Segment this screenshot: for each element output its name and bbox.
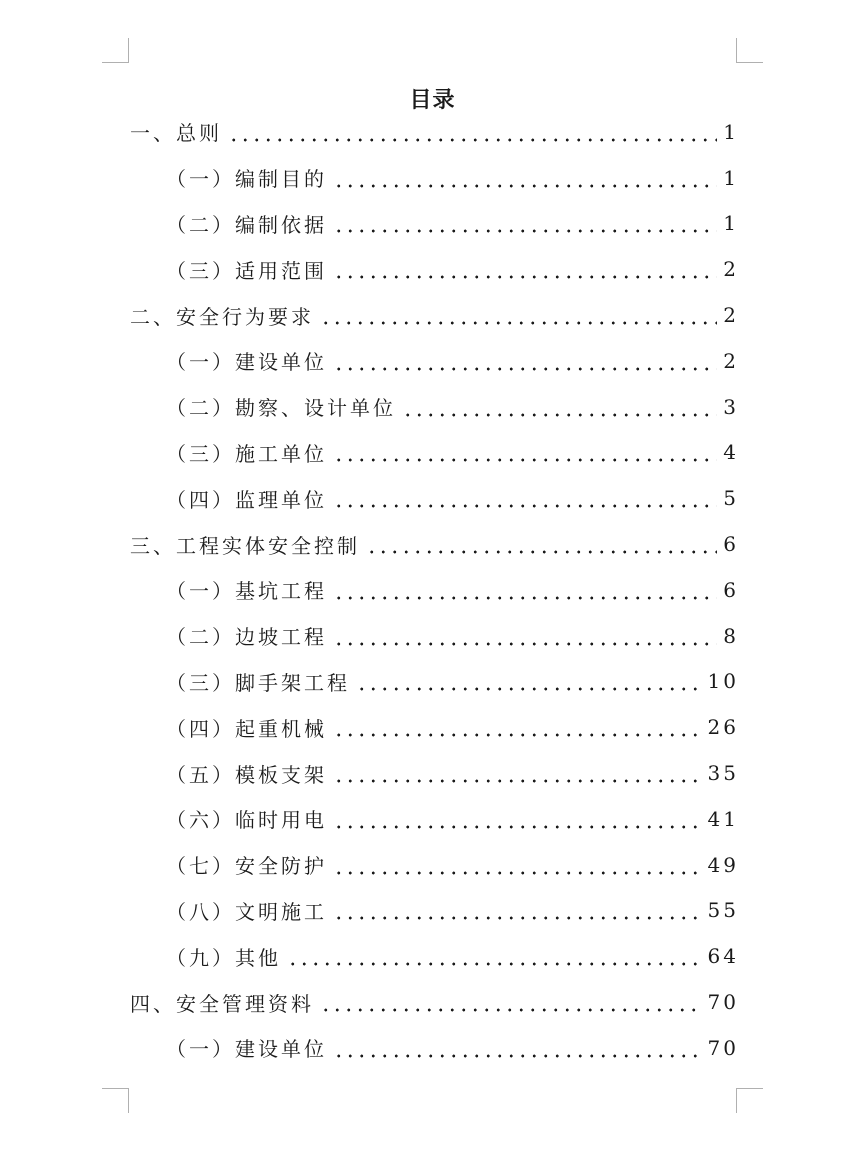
toc-entry-text: （四）起重机械 — [166, 716, 327, 741]
toc-dot-leader — [333, 899, 702, 921]
toc-page-number: 2 — [723, 348, 739, 373]
toc-entry[interactable] — [0, 750, 739, 796]
toc-page-number: 35 — [707, 761, 739, 786]
toc-entry-text: （二）编制依据 — [166, 212, 327, 237]
toc-page-number: 1 — [723, 119, 739, 144]
toc-page-number: 49 — [707, 852, 739, 877]
crop-mark-top-right — [736, 38, 763, 63]
toc-entry-text: （一）编制目的 — [166, 167, 327, 192]
toc-entry[interactable] — [0, 475, 739, 521]
toc-entry-text: （七）安全防护 — [166, 854, 327, 879]
toc-entry-text: （三）脚手架工程 — [166, 670, 350, 695]
toc-dot-leader — [333, 212, 717, 234]
toc-entry-text: （六）临时用电 — [166, 808, 327, 833]
toc-entry-text: （三）施工单位 — [166, 441, 327, 466]
toc-dot-leader — [333, 625, 717, 647]
toc-dot-leader — [402, 396, 717, 418]
toc-entry[interactable] — [0, 704, 739, 750]
toc-page-number: 26 — [707, 715, 739, 740]
toc-entry-text: （一）建设单位 — [166, 1037, 327, 1062]
toc-dot-leader — [333, 716, 702, 738]
toc-page-number: 64 — [707, 944, 739, 969]
toc-entry[interactable] — [0, 613, 739, 659]
toc-dot-leader — [333, 579, 717, 601]
toc-dot-leader — [228, 121, 717, 143]
toc-entry[interactable] — [0, 888, 739, 934]
toc-entry-text: （八）文明施工 — [166, 899, 327, 924]
toc-entry-text: （九）其他 — [166, 945, 281, 970]
toc-entry[interactable] — [0, 796, 739, 842]
toc-entry-text: （一）建设单位 — [166, 350, 327, 375]
toc-entry[interactable] — [0, 292, 739, 338]
toc-entry[interactable] — [0, 155, 739, 201]
toc-dot-leader — [333, 350, 717, 372]
toc-entry[interactable] — [0, 933, 739, 979]
toc-dot-leader — [333, 1037, 702, 1059]
toc-page-number: 8 — [723, 623, 739, 648]
toc-dot-leader — [366, 533, 717, 555]
toc-entry[interactable] — [0, 384, 739, 430]
toc-page-number: 2 — [723, 257, 739, 282]
toc-entry-text: 四、安全管理资料 — [130, 991, 314, 1016]
toc-page-number: 1 — [723, 211, 739, 236]
toc-dot-leader — [287, 945, 702, 967]
toc-entry[interactable] — [0, 567, 739, 613]
crop-mark-top-left — [102, 38, 129, 63]
toc-entry-text: （五）模板支架 — [166, 762, 327, 787]
toc-entry-text: （四）监理单位 — [166, 487, 327, 512]
toc-page-number: 41 — [707, 806, 739, 831]
toc-page-number: 3 — [723, 394, 739, 419]
toc-dot-leader — [320, 304, 717, 326]
toc-dot-leader — [320, 991, 702, 1013]
toc-entry-text: 三、工程实体安全控制 — [130, 533, 360, 558]
toc-dot-leader — [356, 670, 702, 692]
toc-entry[interactable] — [0, 201, 739, 247]
toc-entry-text: 一、总则 — [130, 121, 222, 146]
toc-entry[interactable] — [0, 979, 739, 1025]
toc-dot-leader — [333, 258, 717, 280]
toc-page-number: 70 — [707, 990, 739, 1015]
toc-page-number: 5 — [723, 486, 739, 511]
toc-dot-leader — [333, 487, 717, 509]
toc-entry[interactable] — [0, 1025, 739, 1071]
crop-mark-bottom-right — [736, 1088, 763, 1113]
toc-page-number: 55 — [707, 898, 739, 923]
toc-list — [0, 109, 865, 1071]
toc-page-number: 1 — [723, 165, 739, 190]
toc-page-number: 70 — [707, 1035, 739, 1060]
toc-page-number: 10 — [707, 669, 739, 694]
toc-entry[interactable] — [0, 430, 739, 476]
toc-entry-text: （三）适用范围 — [166, 258, 327, 283]
toc-entry[interactable] — [0, 109, 739, 155]
toc-dot-leader — [333, 441, 717, 463]
page-title: 目录 — [409, 87, 456, 113]
toc-entry-text: （二）边坡工程 — [166, 625, 327, 650]
toc-dot-leader — [333, 167, 717, 189]
toc-entry[interactable] — [0, 842, 739, 888]
toc-page-number: 2 — [723, 303, 739, 328]
crop-mark-bottom-left — [102, 1088, 129, 1113]
toc-entry[interactable] — [0, 246, 739, 292]
toc-page-number: 6 — [723, 532, 739, 557]
toc-entry[interactable] — [0, 338, 739, 384]
toc-entry-text: 二、安全行为要求 — [130, 304, 314, 329]
toc-entry[interactable] — [0, 659, 739, 705]
toc-dot-leader — [333, 854, 702, 876]
toc-entry-text: （二）勘察、设计单位 — [166, 396, 396, 421]
toc-page-number: 4 — [723, 440, 739, 465]
toc-page-number: 6 — [723, 577, 739, 602]
toc-dot-leader — [333, 762, 702, 784]
toc-entry-text: （一）基坑工程 — [166, 579, 327, 604]
toc-dot-leader — [333, 808, 702, 830]
toc-entry[interactable] — [0, 521, 739, 567]
